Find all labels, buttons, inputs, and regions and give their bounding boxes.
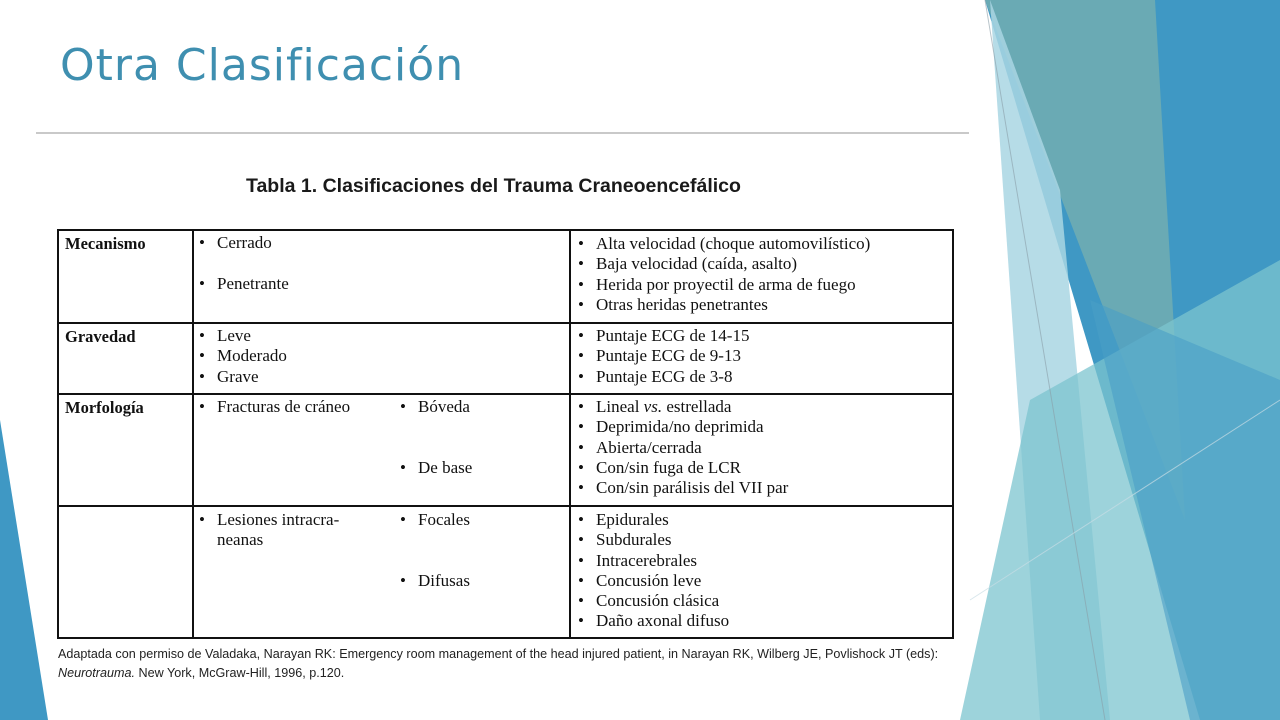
list-item: • Herida por proyectil de arma de fuego	[576, 275, 870, 295]
list-item: • Penetrante	[197, 274, 289, 294]
list-item: • Alta velocidad (choque automovilístico)	[576, 234, 870, 254]
lesiones-line-2: neanas	[217, 530, 264, 550]
row-label-morfologia: Morfología	[65, 398, 144, 417]
lesiones-detail-list	[576, 510, 729, 632]
list-item: • Subdurales	[576, 530, 729, 550]
lesiones-line-1: Lesiones intracra-	[217, 510, 340, 529]
row-label-gravedad: Gravedad	[65, 327, 136, 346]
title-divider	[36, 132, 969, 134]
list-item: • Cerrado	[197, 233, 289, 253]
slide-title: Otra Clasificación	[60, 40, 465, 91]
left-accent-shape	[0, 420, 48, 720]
footnote-line-1: Adaptada con permiso de Valadaka, Narayan RK: Emergency room management of the head injured patient, in Narayan RK, Wilberg JE, Povlishock JT (eds):	[58, 647, 939, 661]
list-item: • Leve	[197, 326, 287, 346]
list-item: • Concusión leve	[576, 571, 729, 591]
lesiones-sub-list	[398, 510, 470, 591]
list-item	[197, 510, 339, 551]
list-item: • Otras heridas penetrantes	[576, 295, 870, 315]
list-item: • Focales	[398, 510, 470, 530]
list-item: • Puntaje ECG de 14-15	[576, 326, 749, 346]
list-item: • De base	[398, 458, 472, 478]
lesiones-type	[197, 510, 339, 551]
list-item: • Deprimida/no deprimida	[576, 417, 788, 437]
table-footnote	[58, 645, 963, 683]
list-item	[576, 397, 788, 417]
list-item: • Puntaje ECG de 3-8	[576, 367, 749, 387]
list-item: • Intracerebrales	[576, 551, 729, 571]
list-item: • Epidurales	[576, 510, 729, 530]
gravedad-type-list	[197, 326, 287, 387]
list-item: • Puntaje ECG de 9-13	[576, 346, 749, 366]
footnote-journal: Neurotrauma.	[58, 666, 135, 680]
fracturas-detail-list	[576, 397, 788, 498]
list-item: • Con/sin parálisis del VII par	[576, 478, 788, 498]
fracturas-type	[197, 397, 350, 417]
list-item: • Fracturas de cráneo	[197, 397, 350, 417]
mecanismo-type-list	[197, 233, 289, 294]
table-caption: Tabla 1. Clasificaciones del Trauma Craneoencefálico	[246, 175, 741, 197]
list-item: • Baja velocidad (caída, asalto)	[576, 254, 870, 274]
gravedad-detail-list	[576, 326, 749, 387]
list-item: • Concusión clásica	[576, 591, 729, 611]
row-label-mecanismo: Mecanismo	[65, 234, 146, 253]
footnote-line-2: New York, McGraw-Hill, 1996, p.120.	[135, 666, 345, 680]
list-item: • Difusas	[398, 571, 470, 591]
list-item: • Abierta/cerrada	[576, 438, 788, 458]
list-item: • Bóveda	[398, 397, 472, 417]
list-item: • Daño axonal difuso	[576, 611, 729, 631]
detail-lineal: Lineal vs. estrellada	[596, 397, 732, 416]
list-item: • Grave	[197, 367, 287, 387]
mecanismo-detail-list	[576, 234, 870, 315]
list-item: • Con/sin fuga de LCR	[576, 458, 788, 478]
fracturas-sub-list	[398, 397, 472, 478]
list-item: • Moderado	[197, 346, 287, 366]
